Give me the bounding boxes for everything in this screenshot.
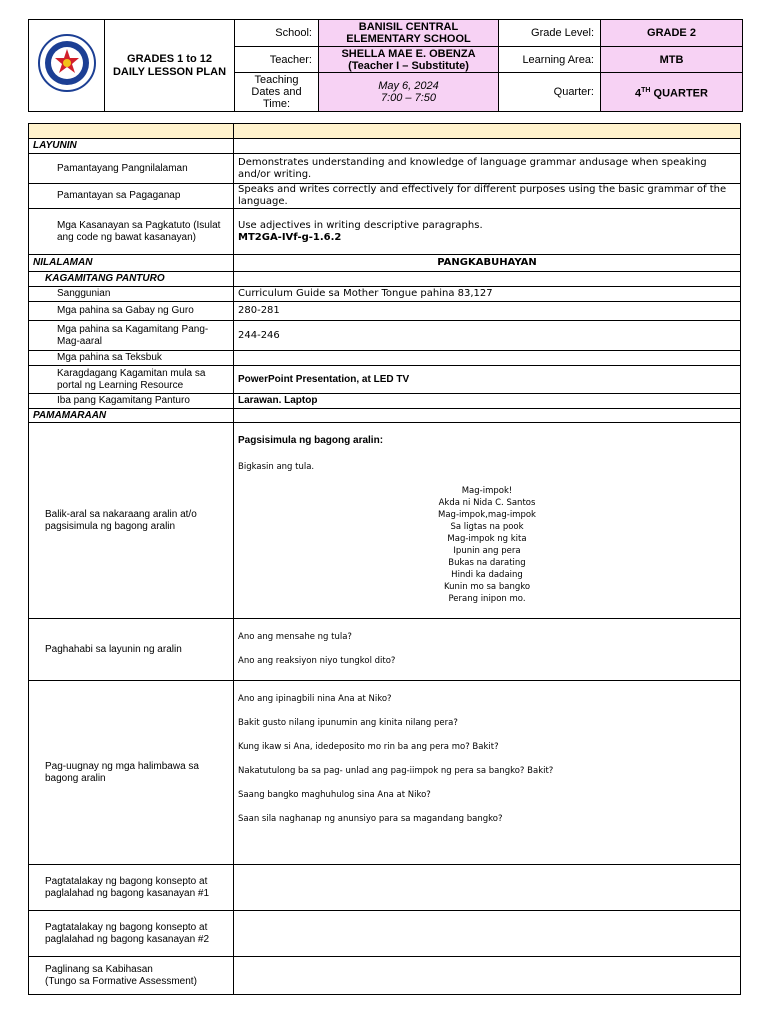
grade-label: Grade Level: <box>499 20 601 47</box>
blank-cell <box>234 351 741 366</box>
section-pamamaraan: PAMAMARAAN <box>29 409 234 423</box>
row-label: Mga pahina sa Kagamitang Pang-Mag-aaral <box>29 321 234 351</box>
poem-line: Mag-impok! <box>461 486 513 496</box>
bigkasin-text: Bigkasin ang tula. <box>238 462 315 472</box>
row-value: Demonstrates understanding and knowledge of language grammar andusage when speaking and/or writing. <box>234 154 741 184</box>
title-cell <box>105 20 235 112</box>
table-row <box>29 911 741 957</box>
question-list <box>238 631 736 667</box>
school-value: BANISIL CENTRAL ELEMENTARY SCHOOL <box>319 20 499 47</box>
question: Ano ang reaksiyon niyo tungkol dito? <box>238 656 396 666</box>
poem-line: Hindi ka dadaing <box>451 570 523 580</box>
title-line-2: DAILY LESSON PLAN <box>112 65 227 78</box>
question: Nakatutulong ba sa pag- unlad ang pag-iimpok ng pera sa bangko? Bakit? <box>238 766 554 776</box>
row-label: Mga Kasanayan sa Pagkatuto (Isulat ang code ng bawat kasanayan) <box>29 209 234 255</box>
poem <box>238 485 736 605</box>
table-row <box>29 255 741 272</box>
row-label <box>29 957 234 995</box>
quarter-value <box>601 73 743 112</box>
row-value: PowerPoint Presentation, at LED TV <box>234 366 741 394</box>
lesson-plan-header <box>28 19 743 112</box>
blank-cell <box>234 409 741 423</box>
row-label: Pagtatalakay ng bagong konsepto at paglalahad ng bagong kasanayan #1 <box>29 865 234 911</box>
table-row <box>29 321 741 351</box>
section-kagamitang: KAGAMITANG PANTURO <box>29 272 234 287</box>
table-row <box>29 423 741 619</box>
question: Ano ang ipinagbili nina Ana at Niko? <box>238 694 392 704</box>
row-label: Pamantayang Pangnilalaman <box>29 154 234 184</box>
deped-seal-icon <box>38 34 96 92</box>
row-label: Mga pahina sa Gabay ng Guro <box>29 302 234 321</box>
kasanayan-text: Use adjectives in writing descriptive paragraphs. <box>238 219 483 231</box>
row-value: Larawan. Laptop <box>234 394 741 409</box>
table-row <box>29 681 741 865</box>
school-label: School: <box>235 20 319 47</box>
row-value: Curriculum Guide sa Mother Tongue pahina 83,127 <box>234 287 741 302</box>
row-label: Mga pahina sa Teksbuk <box>29 351 234 366</box>
quarter-number: 4 <box>635 87 642 100</box>
table-row <box>29 184 741 209</box>
table-row <box>29 394 741 409</box>
row-value: 280-281 <box>234 302 741 321</box>
section-layunin: LAYUNIN <box>29 139 234 154</box>
grade-value: GRADE 2 <box>601 20 743 47</box>
kasanayan-code: MT2GA-IVf-g-1.6.2 <box>238 231 342 243</box>
poem-line: Mag-impok,mag-impok <box>438 510 536 520</box>
poem-line: Ipunin ang pera <box>453 546 521 556</box>
table-row <box>29 302 741 321</box>
table-row <box>29 209 741 255</box>
question: Bakit gusto nilang ipunumin ang kinita nilang pera? <box>238 718 458 728</box>
table-row <box>29 619 741 681</box>
poem-line: Akda ni Nida C. Santos <box>438 498 536 508</box>
quarter-sup: TH <box>641 86 651 94</box>
row-label: Paghahabi sa layunin ng aralin <box>29 619 234 681</box>
blank-cell <box>234 139 741 154</box>
question: Saang bangko maghuhulog sina Ana at Niko? <box>238 790 431 800</box>
date-time-value <box>319 73 499 112</box>
paglinang-line-2: (Tungo sa Formative Assessment) <box>45 975 197 987</box>
dates-label: Teaching Dates and Time: <box>235 73 319 112</box>
blank-cell <box>234 911 741 957</box>
row-value: 244-246 <box>234 321 741 351</box>
row-label: Iba pang Kagamitang Panturo <box>29 394 234 409</box>
table-row <box>29 154 741 184</box>
paglinang-line-1: Paglinang sa Kabihasan <box>45 963 153 975</box>
row-value <box>234 619 741 681</box>
poem-line: Kunin mo sa bangko <box>443 582 531 592</box>
date-value: May 6, 2024 <box>378 80 439 92</box>
row-label: Balik-aral sa nakaraang aralin at/o pagsisimula ng bagong aralin <box>29 423 234 619</box>
row-value <box>234 681 741 865</box>
teacher-label: Teacher: <box>235 47 319 73</box>
question-list <box>238 693 736 825</box>
poem-line: Mag-impok ng kita <box>447 534 527 544</box>
table-row <box>29 272 741 287</box>
poem-line: Bukas na darating <box>448 558 526 568</box>
row-label: Pamantayan sa Pagaganap <box>29 184 234 209</box>
question: Kung ikaw si Ana, idedeposito mo rin ba ang pera mo? Bakit? <box>238 742 499 752</box>
question: Ano ang mensahe ng tula? <box>238 632 352 642</box>
table-row <box>29 351 741 366</box>
blank-cell <box>234 272 741 287</box>
quarter-label: Quarter: <box>499 73 601 112</box>
table-row <box>29 287 741 302</box>
poem-line: Sa ligtas na pook <box>450 522 524 532</box>
table-row <box>29 366 741 394</box>
section-nilalaman: NILALAMAN <box>29 255 234 272</box>
row-value <box>234 423 741 619</box>
table-row <box>29 124 741 139</box>
table-row <box>29 139 741 154</box>
question: Saan sila naghanap ng anunsiyo para sa magandang bangko? <box>238 814 503 824</box>
time-value: 7:00 – 7:50 <box>380 92 437 104</box>
title-line-1: GRADES 1 to 12 <box>127 52 212 65</box>
teacher-value: SHELLA MAE E. OBENZA (Teacher I – Substitute) <box>319 47 499 73</box>
pagsisimula-title: Pagsisimula ng bagong aralin: <box>238 435 384 446</box>
area-label: Learning Area: <box>499 47 601 73</box>
lesson-plan-body <box>28 123 741 995</box>
row-label: Pag-uugnay ng mga halimbawa sa bagong aralin <box>29 681 234 865</box>
row-value <box>234 209 741 255</box>
row-label: Sanggunian <box>29 287 234 302</box>
area-value: MTB <box>601 47 743 73</box>
blank-cell <box>234 957 741 995</box>
row-value: Speaks and writes correctly and effectively for different purposes using the basic grammar of the language. <box>234 184 741 209</box>
table-row <box>29 865 741 911</box>
poem-line: Perang inipon mo. <box>448 594 526 604</box>
row-label: Karagdagang Kagamitan mula sa portal ng Learning Resource <box>29 366 234 394</box>
table-row <box>29 409 741 423</box>
quarter-suffix: QUARTER <box>650 87 708 100</box>
blank-cell <box>29 124 234 139</box>
blank-cell <box>234 865 741 911</box>
row-label: Pagtatalakay ng bagong konsepto at paglalahad ng bagong kasanayan #2 <box>29 911 234 957</box>
table-row <box>29 957 741 995</box>
nilalaman-value: PANGKABUHAYAN <box>234 255 741 272</box>
logo-cell <box>29 20 105 112</box>
blank-cell <box>234 124 741 139</box>
